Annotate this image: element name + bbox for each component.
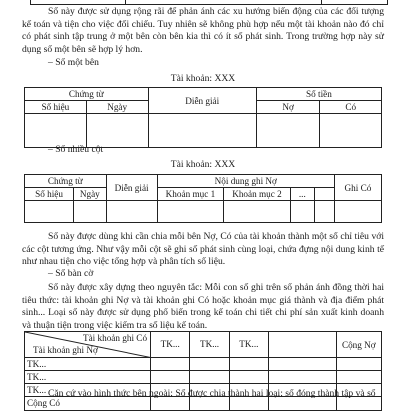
row-tk-3: TK... <box>25 384 151 397</box>
col-ngay: Ngày <box>74 188 106 201</box>
paragraph-two: Sổ này được dùng khi cần chia mỗi bên Nợ, Có của tài khoản thành một số chỉ tiêu với các cột tương ứng. Như vậy mỗi cột sẽ ghi số phát sinh cùng loại, chứa đựng nội dung kinh tế như nhau tiện cho việc tổng hợp và phân tích số liệu. <box>22 231 384 268</box>
paragraph-one <box>22 6 384 57</box>
heading-ban-co: – Sổ bàn cờ <box>48 268 94 279</box>
col-so-tien: Số tiền <box>256 88 381 101</box>
table-cell <box>334 201 381 223</box>
table-nhieu-cot <box>24 174 382 223</box>
col-tk-2: TK... <box>190 332 229 358</box>
previous-table-bottom <box>30 0 388 5</box>
account-label-2: Tài khoản: XXX <box>170 159 236 170</box>
col-cong-no: Cộng Nợ <box>336 332 381 358</box>
table-cell <box>148 114 256 148</box>
table-cell <box>74 201 106 223</box>
header-tk-ghi-co: Tài khoản ghi Có <box>82 333 148 343</box>
account-label-1: Tài khoản: XXX <box>170 73 236 84</box>
col-ngay: Ngày <box>86 101 148 114</box>
heading-nhieu-cot: – Sổ nhiều cột <box>48 144 104 155</box>
table-cell <box>25 201 74 223</box>
col-tk-1: TK... <box>151 332 190 358</box>
diagonal-header-cell <box>25 332 151 358</box>
table-cell <box>151 371 190 384</box>
col-khoan-muc-2: Khoản mục 2 <box>224 188 291 201</box>
table-cell <box>269 332 337 358</box>
heading-mot-ben: – Sổ một bên <box>48 57 99 68</box>
table-cell <box>256 114 320 148</box>
row-tk-2: TK... <box>25 371 151 384</box>
table-cell <box>190 358 229 371</box>
col-dien-giai: Diễn giải <box>148 88 256 114</box>
col-chung-tu: Chứng từ <box>25 88 149 101</box>
table-cell <box>314 201 334 223</box>
col-so-hieu: Số hiệu <box>25 101 87 114</box>
row-tk-1: TK... <box>25 358 151 371</box>
col-noi-dung-ghi-no: Nội dung ghi Nợ <box>157 175 334 188</box>
col-tk-3: TK... <box>229 332 268 358</box>
table-mot-ben <box>24 87 382 148</box>
table-cell <box>190 371 229 384</box>
table-cell <box>269 358 337 371</box>
table-cell <box>229 371 268 384</box>
table-cell <box>86 114 148 148</box>
col-co: Có <box>320 101 382 114</box>
col-chung-tu: Chứng từ <box>25 175 107 188</box>
header-tk-ghi-no: Tài khoản ghi Nợ <box>33 345 98 355</box>
col-no: Nợ <box>256 101 320 114</box>
table-cell <box>229 358 268 371</box>
table-cell <box>25 114 87 148</box>
table-cell <box>106 201 157 223</box>
col-dien-giai: Diễn giải <box>106 175 157 201</box>
table-cell <box>157 201 224 223</box>
row-cong-co: Cộng Có <box>25 397 151 410</box>
table-cell <box>336 358 381 371</box>
col-ghi-co: Ghi Có <box>334 175 381 201</box>
table-cell <box>314 188 334 201</box>
table-cell <box>269 371 337 384</box>
col-so-hieu: Số hiệu <box>25 188 74 201</box>
table-cell <box>336 371 381 384</box>
table-cell <box>151 358 190 371</box>
col-ellipsis: ... <box>290 188 314 201</box>
paragraph-four: Căn cứ vào hình thức bên ngoài: Sổ được chia thành hai loại: sổ đóng thành tập và sổ <box>48 388 376 399</box>
table-cell <box>320 114 382 148</box>
table-cell <box>224 201 291 223</box>
col-khoan-muc-1: Khoản mục 1 <box>157 188 224 201</box>
paragraph-three: Sổ này được xây dựng theo nguyên tắc: Mỗi con số ghi trên sổ phản ánh đồng thời hai tiêu thức: tài khoản ghi Nợ và tài khoản ghi Có hoặc khoản mục giá thành và địa điểm phát sinh... Loại sổ này được sử dụng phổ biến trong kế toán chi tiết chi phí sản xuất kinh doanh và thuận tiện trong việc kiểm tra số liệu kế toán. <box>22 282 384 331</box>
paragraph-text: Sổ này được sử dụng rộng rãi để phản ánh các xu hướng biến động của các đối tượng kế toán và tiện cho việc đối chiếu. Tuy nhiên sẽ không phù hợp nếu một tài khoản nào đó chỉ có phát sinh tập trung ở một bên còn bên kia thì có ít số phát sinh. Trong trường hợp này sử dụng sổ một bên sẽ hợp lý hơn. <box>22 6 384 55</box>
table-cell <box>290 201 314 223</box>
